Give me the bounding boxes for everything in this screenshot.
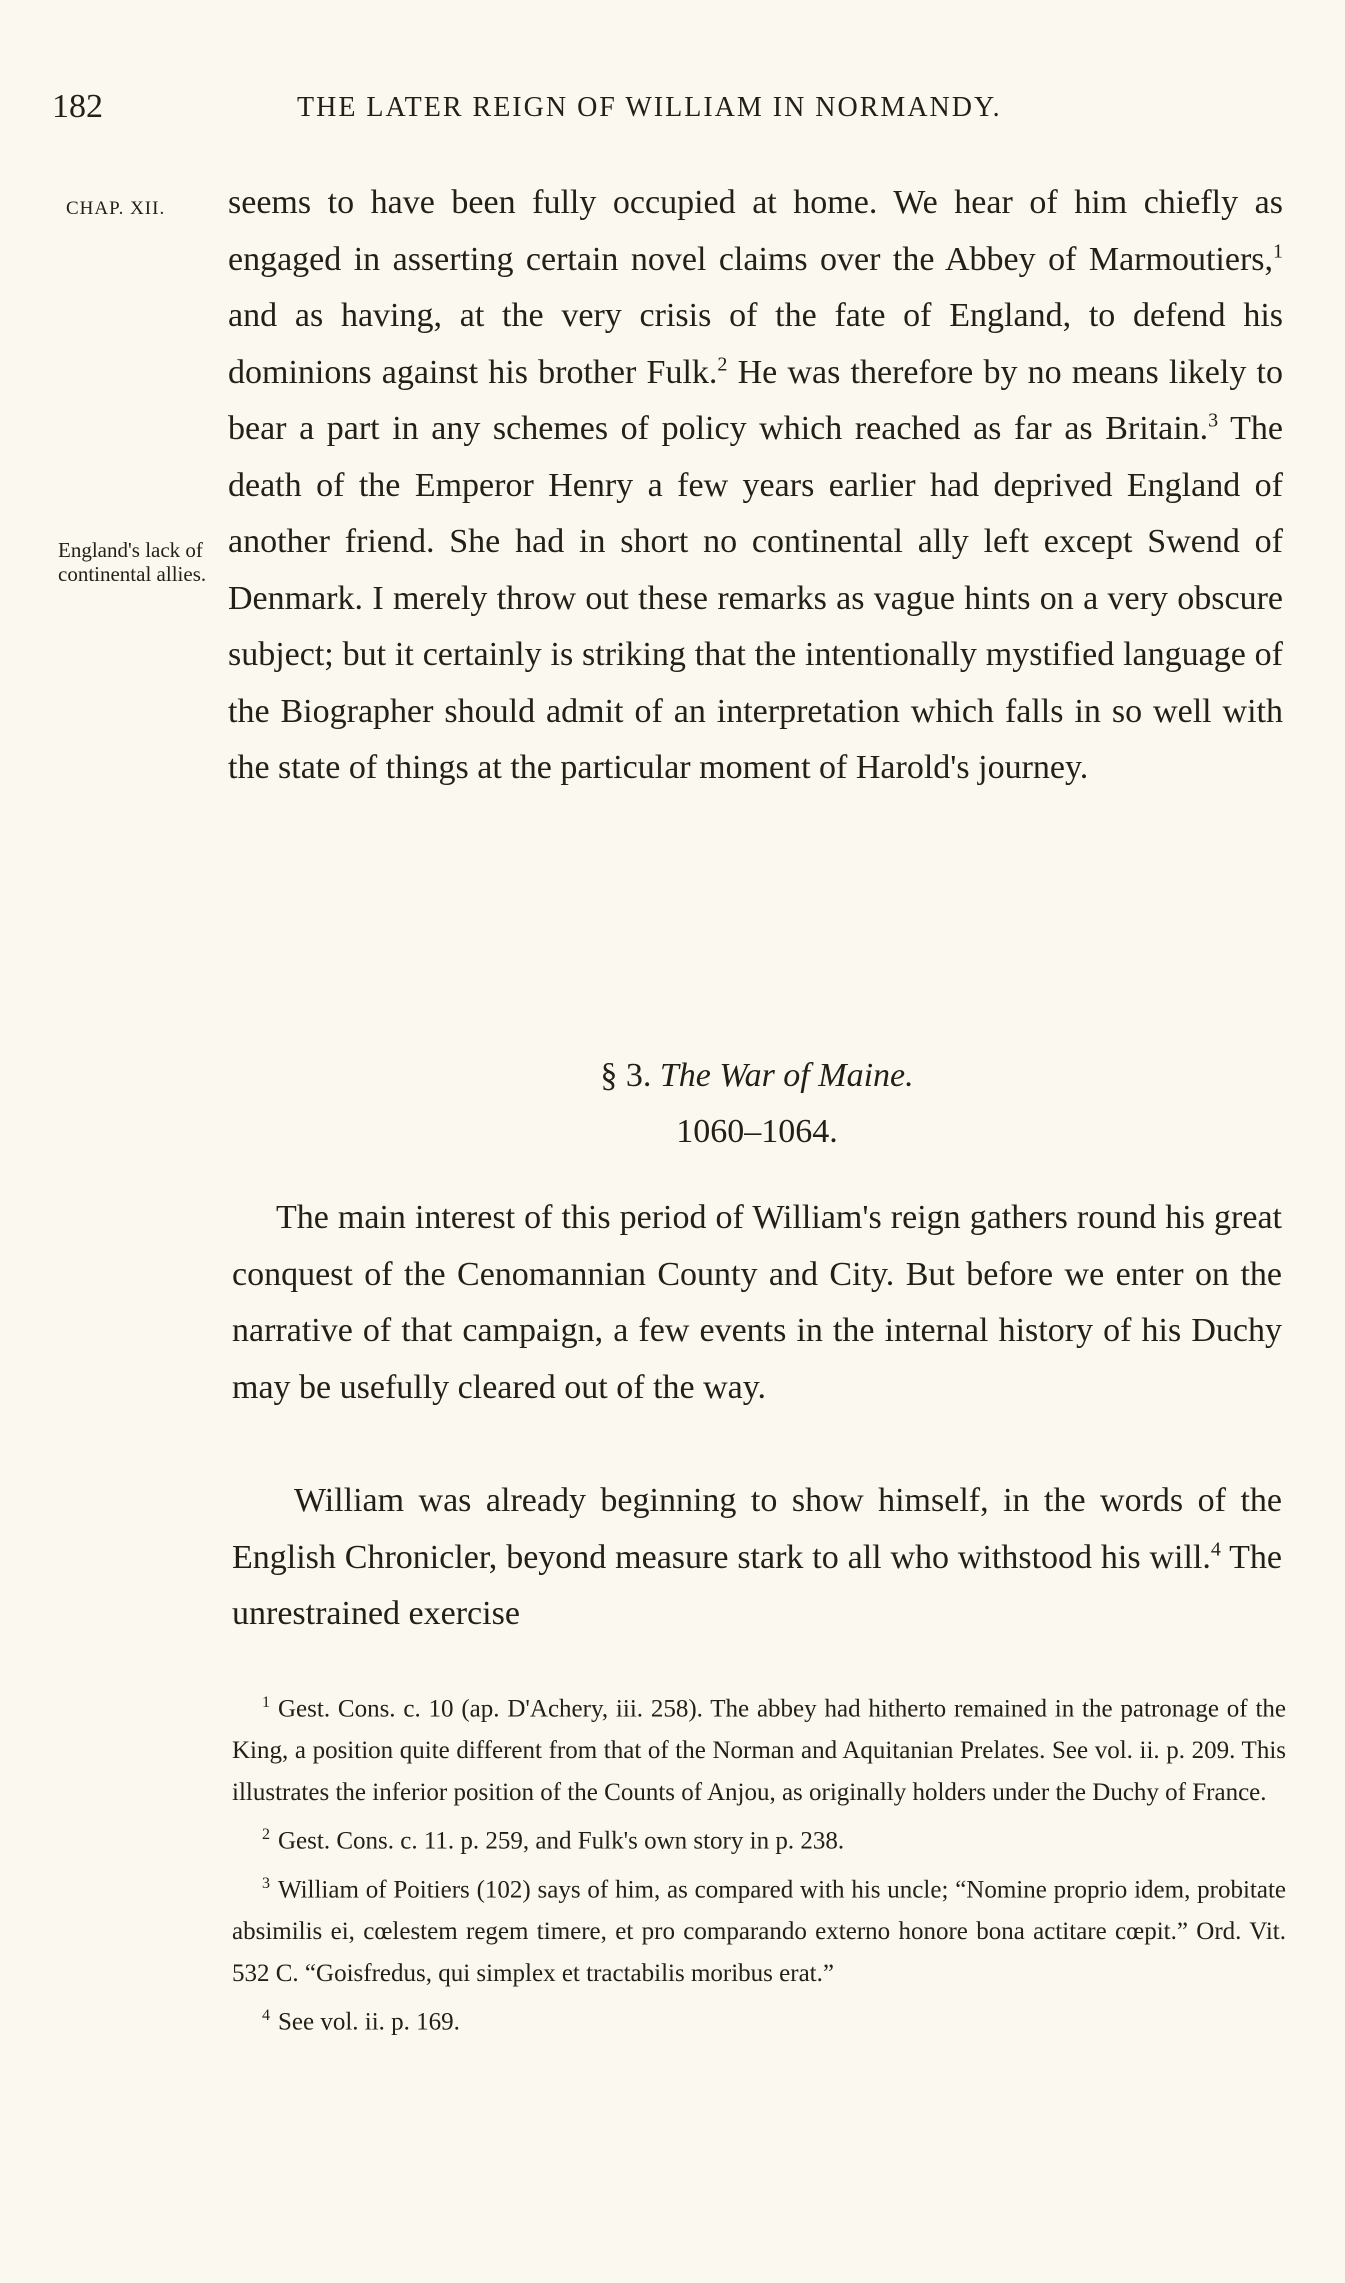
- footnote-ref-2: 2: [717, 353, 728, 376]
- running-head: [52, 88, 1292, 138]
- paragraph-1-part-3: He was therefore by no means likely to bear a part in any schemes of policy which reached as far as Britain.: [228, 353, 1283, 447]
- section-title: The War of Maine.: [659, 1057, 914, 1094]
- section-number: § 3.: [600, 1057, 652, 1094]
- paragraph-3: [232, 1473, 1282, 1643]
- footnote-mark: 2: [262, 1826, 270, 1844]
- paragraph-1: [228, 175, 1283, 797]
- footnote-text: Gest. Cons. c. 11. p. 259, and Fulk's own story in p. 238.: [278, 1827, 845, 1855]
- section-title-line: [232, 1048, 1282, 1104]
- running-title: THE LATER REIGN OF WILLIAM IN NORMANDY.: [297, 92, 1002, 123]
- paragraph-2: The main interest of this period of William's reign gathers round his great conquest of the Cenomannian County and City. But before we enter on the narrative of that campaign, a few events in the internal history of his Duchy may be usefully cleared out of the way.: [232, 1199, 1282, 1406]
- footnote-mark: 1: [262, 1694, 270, 1711]
- footnote-text: William of Poitiers (102) says of him, as compared with his uncle; “Nomine proprio idem, probitate absimilis ei, cœlestem regem timere, et pro comparando externo honore bona actitare cœpit.” Ord. Vit. 532 C. “Goisfredus, qui simplex et tractabilis moribus erat.”: [232, 1875, 1286, 1987]
- section-dates: 1060–1064.: [676, 1113, 838, 1150]
- footnote-ref-3: 3: [1208, 409, 1219, 432]
- footnote-ref-4: 4: [1210, 1538, 1221, 1561]
- chapter-mark: CHAP. XII.: [66, 198, 166, 219]
- marginal-note: England's lack of continental allies.: [58, 538, 207, 586]
- footnote-ref-1: 1: [1273, 240, 1283, 263]
- footnote-text: See vol. ii. p. 169.: [278, 2008, 460, 2036]
- paragraph-1-part-2: and as having, at the very crisis of the fate of England, to defend his dominions against his brother Fulk.: [228, 297, 1283, 391]
- footnote-3: [232, 1863, 1286, 1995]
- footnote-mark: 4: [262, 2006, 270, 2024]
- paragraph-1-part-4: The death of the Emperor Henry a few years earlier had deprived England of another friend. She had in short no continental ally left except Swend of Denmark. I merely throw out these remarks as vague hints on a very obscure subject; but it certainly is striking that the intentionally mystified language of the Biographer should admit of an interpretation which falls in so well with the state of things at the particular moment of Harold's journey.: [228, 410, 1283, 786]
- footnote-2: [232, 1814, 1286, 1862]
- page-number: 182: [52, 88, 103, 125]
- footnote-1: [232, 1682, 1286, 1814]
- paragraph-1-part-1: seems to have been fully occupied at home. We hear of him chiefly as engaged in asserting certain novel claims over the Abbey of Marmoutiers,: [228, 184, 1283, 278]
- footnote-4: [232, 1995, 1286, 2043]
- footnote-text: Gest. Cons. c. 10 (ap. D'Achery, iii. 258). The abbey had hitherto remained in the patronage of the King, a position quite different from that of the Norman and Aquitanian Prelates. See vol. ii. p. 209. This illustrates the inferior position of the Counts of Anjou, as originally holders under the Duchy of France.: [232, 1695, 1286, 1807]
- section-heading: [232, 1048, 1282, 1160]
- footnotes: [232, 1682, 1286, 2043]
- paragraph-3-part-2: The unrestrained exercise: [232, 1538, 1283, 1632]
- footnote-mark: 3: [262, 1874, 270, 1892]
- paragraph-3-part-1: William was already beginning to show himself, in the words of the English Chronicler, beyond measure stark to all who withstood his will.: [232, 1482, 1282, 1576]
